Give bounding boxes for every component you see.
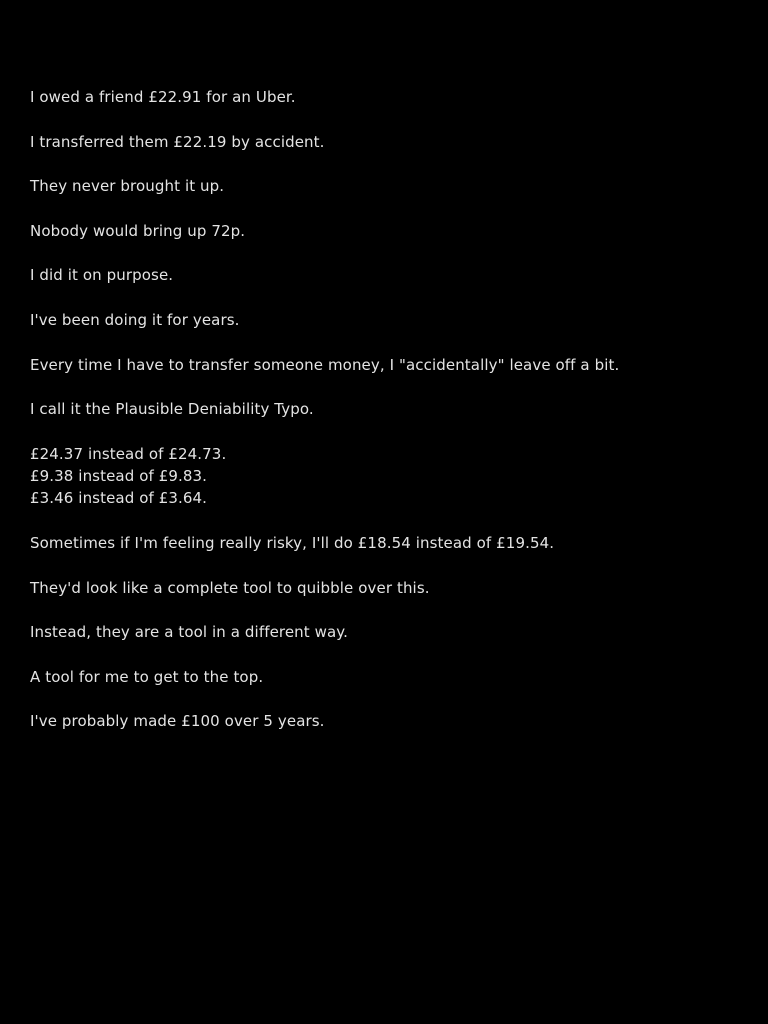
note-body	[30, 86, 750, 755]
note-paragraph: Instead, they are a tool in a different way.	[30, 623, 348, 642]
note-paragraph: A tool for me to get to the top.	[30, 667, 264, 686]
note-paragraph: Every time I have to transfer someone money, I "accidentally" leave off a bit.	[30, 355, 620, 374]
example-list	[30, 443, 750, 510]
note-paragraph: They never brought it up.	[30, 177, 225, 196]
note-paragraph: I transferred them £22.19 by accident.	[30, 132, 325, 151]
example-line: £24.37 instead of £24.73.	[30, 444, 227, 463]
note-paragraph: I call it the Plausible Deniability Typo.	[30, 400, 314, 419]
note-paragraph: I've been doing it for years.	[30, 310, 240, 329]
note-paragraph: I did it on purpose.	[30, 266, 174, 285]
example-line: £9.38 instead of £9.83.	[30, 467, 208, 486]
note-paragraph: They'd look like a complete tool to quibble over this.	[30, 578, 430, 597]
note-paragraph: Sometimes if I'm feeling really risky, I'll do £18.54 instead of £19.54.	[30, 533, 555, 552]
note-paragraph: I owed a friend £22.91 for an Uber.	[30, 88, 296, 106]
example-line: £3.46 instead of £3.64.	[30, 489, 208, 508]
note-paragraph: I've probably made £100 over 5 years.	[30, 712, 325, 731]
note-paragraph: Nobody would bring up 72p.	[30, 221, 246, 240]
